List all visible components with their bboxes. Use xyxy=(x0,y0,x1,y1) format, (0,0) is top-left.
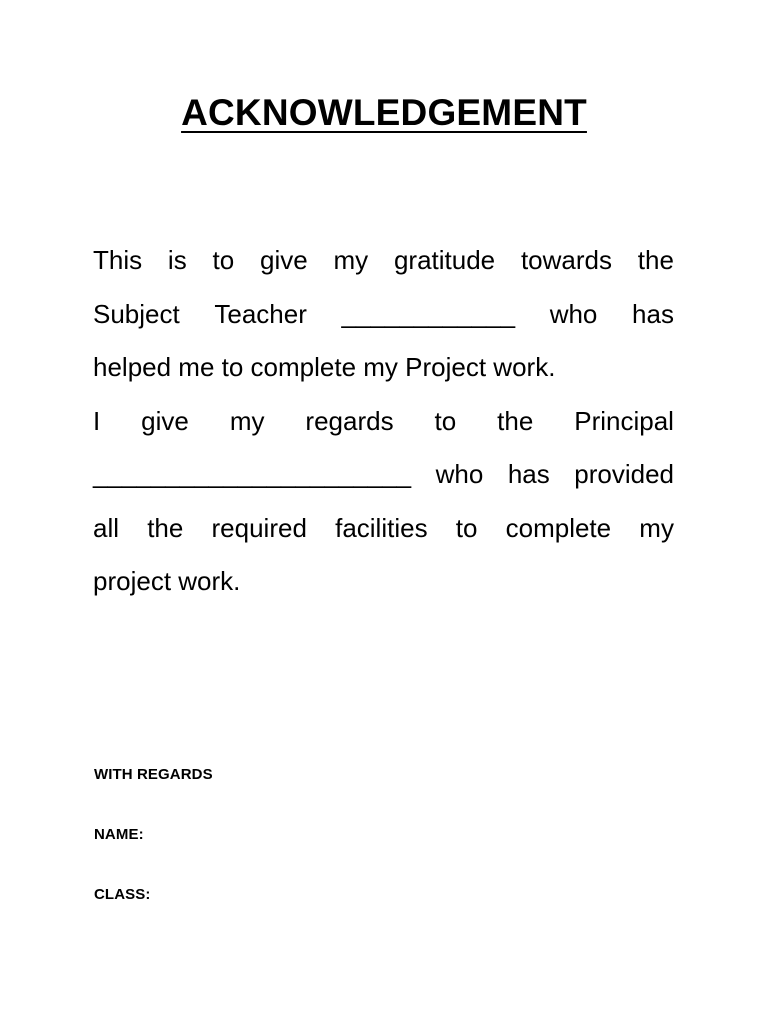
paragraph2-line1 xyxy=(93,395,674,449)
word: my xyxy=(333,245,369,275)
word: the xyxy=(497,405,534,436)
paragraph1-line2 xyxy=(93,288,674,342)
name-label: NAME: xyxy=(94,826,144,843)
word: Principal xyxy=(574,405,674,436)
principal-name-blank: ______________________ xyxy=(93,459,412,489)
paragraph2-line3 xyxy=(93,502,674,556)
word: my xyxy=(229,405,265,436)
word: regards xyxy=(305,405,394,436)
word: This xyxy=(93,245,143,275)
word: the xyxy=(147,512,184,543)
paragraph1-line3: helped me to complete my Project work. xyxy=(93,352,556,382)
word: gratitude xyxy=(393,245,496,275)
class-label: CLASS: xyxy=(94,886,151,903)
word: give xyxy=(141,405,189,436)
paragraph1-line1 xyxy=(93,234,674,288)
word: who xyxy=(549,298,598,329)
word: give xyxy=(259,245,308,275)
word: my xyxy=(639,512,674,543)
word: to xyxy=(212,245,235,275)
teacher-name-blank: ____________ xyxy=(341,298,516,329)
word: to xyxy=(455,512,478,543)
with-regards-label: WITH REGARDS xyxy=(94,766,213,783)
word: who xyxy=(435,459,484,489)
word: the xyxy=(637,245,674,275)
word: all xyxy=(93,512,120,543)
word: I xyxy=(93,405,101,436)
word: complete xyxy=(505,512,612,543)
word: has xyxy=(632,298,674,329)
word: facilities xyxy=(335,512,428,543)
word: Subject xyxy=(93,298,180,329)
word: provided xyxy=(574,459,674,489)
word: required xyxy=(211,512,307,543)
page-title xyxy=(0,92,768,134)
word: is xyxy=(167,245,187,275)
title-text: ACKNOWLEDGEMENT xyxy=(181,92,587,133)
paragraph2-line4: project work. xyxy=(93,566,241,596)
word: has xyxy=(507,459,550,489)
paragraph2-line2 xyxy=(93,448,674,502)
word: to xyxy=(434,405,457,436)
acknowledgement-body xyxy=(93,234,674,609)
word: Teacher xyxy=(214,298,307,329)
word: towards xyxy=(520,245,612,275)
